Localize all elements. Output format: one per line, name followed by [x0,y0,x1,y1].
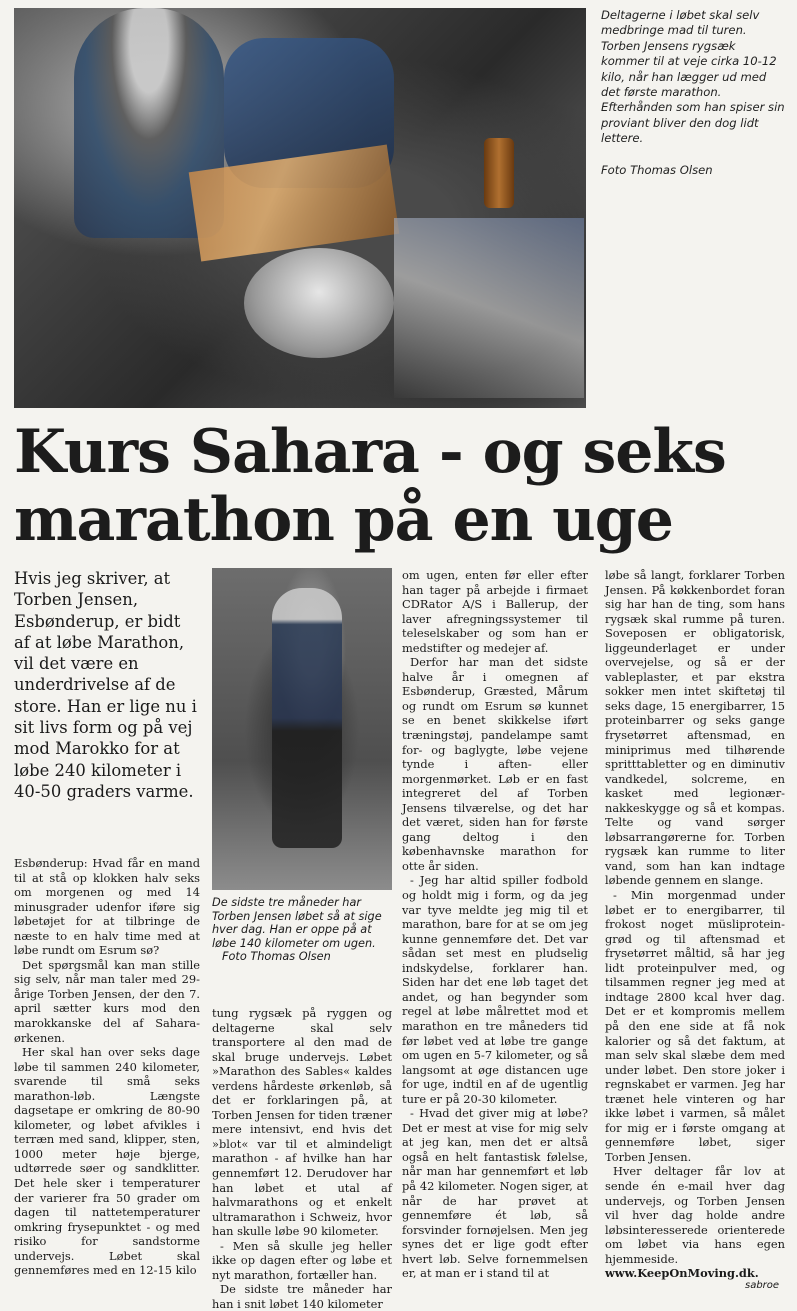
runner-silhouette [272,588,342,848]
bottle [484,138,514,208]
col4-paragraph: løbe så langt, forklarer Torben Jensen. På køkkenbordet foran sig har han de ting, som hans rygsæk skal rumme på turen. Soveposen er obligatorisk, liggeunderlaget er under overvejelse, og så er der vableplaster, et par ekstra sokker men intet skiftetøj til seks dage, 15 energibarrer, 15 proteinbarrer og seks gange frysetørret aftensmad, en miniprimus med tilhørende spritttabletter og en diminutiv vandkedel, solcreme, en kasket med legionær-nakkeskygge og så et kompas. Telte og vand sørger løbsarrangørerne for. Torben rygsæk kan rumme to liter vand, som han kan indtage løbende gennem en slange. [605,568,785,888]
photo2-caption [212,896,392,964]
running-photo [212,568,392,890]
col3-paragraph: Derfor har man det sidste halve år i omegnen af Esbønderup, Græsted, Mårum og rundt om Esrum sø kunnet se en benet skikkelse iført træningstøj, pandelampe samt for- og baglygte, løbe vejene tynde i aften- eller morgenmørket. Løb er en fast integreret del af Torben Jensens tilværelse, og det har det været, siden han for første gang deltog i den københavnske marathon for otte år siden. [402,655,588,873]
col1-paragraph: Det spørgsmål kan man stille sig selv, når man taler med 29-årige Torben Jensen, der den 7. april sætter kurs mod den marokkanske del af Sahara-ørkenen. [14,957,200,1045]
column-4 [605,568,785,1281]
table-items [394,218,584,398]
column-1 [14,856,200,1278]
photo2-credit: Foto Thomas Olsen [222,950,331,964]
photo-caption-text: Deltagerne i løbet skal selv medbringe mad til turen. Torben Jensens rygsæk kommer til at veje cirka 10-12 kilo, når han lægger ud med det første marathon. Efterhånden som han spiser sin proviant bliver den dog lidt lettere. [601,8,785,146]
website-link[interactable]: www.KeepOnMoving.dk. [605,1266,759,1281]
col3-paragraph: - Jeg har altid spiller fodbold og holdt mig i form, og da jeg var tyve meldte jeg mig til et marathon, bare for at se om jeg kunne gennemføre det. Det var sådan set mest en pludselig indskydelse, forklarer han. Siden har det ene løb taget det andet, og han begynder som regel at løbe målrettet mod et marathon en tre måneders tid før løbet ved at løbe tre gange om ugen en 5-7 kilometer, og så langsomt at øge distancen uge for uge, indtil en af de ugentlig ture er på 20-30 kilometer. [402,873,588,1106]
col3-paragraph: om ugen, enten før eller efter han tager på arbejde i firmaet CDRator A/S i Ballerup, der laver afregningssystemer til teleselskaber og som han er medstifter og medejer af. [402,568,588,655]
headline: Kurs Sahara - og seks marathon på en uge [14,417,726,555]
col4-paragraph: Hver deltager får lov at sende én e-mail hver dag undervejs, og Torben Jensen vil hver dag holde andre løbsinteresserede orienterede om løbet via hans egen hjemmeside. [605,1164,785,1266]
column-2 [212,1006,392,1311]
col2-paragraph: De sidste tre måneder har han i snit løbet 140 kilometer [212,1282,392,1311]
col2-paragraph: - Men så skulle jeg heller ikke op dagen efter og løbe et nyt marathon, fortæller han. [212,1238,392,1282]
column-3 [402,568,588,1281]
photo2-caption-text: De sidste tre måneder har Torben Jensen løbet så at sige hver dag. Han er oppe på at løbe 140 kilometer om ugen. [212,896,382,950]
col2-paragraph: tung rygsæk på ryggen og deltagerne skal selv transportere al den mad de skal bruge undervejs. Løbet »Marathon des Sables« kaldes verdens hårdeste ørkenløb, så det er forklaringen på, at Torben Jensen for tiden træner mere intensivt, end hvis det »blot« var til et almindeligt marathon - af hvilke han har gennemført 12. Derudover har han løbet et utal af halvmarathons og et enkelt ultramarathon i Schweiz, hvor han skulle løbe 90 kilometer. [212,1006,392,1239]
col3-paragraph: - Hvad det giver mig at løbe? Det er mest at vise for mig selv at jeg kan, men det er altså også en helt fantastisk følelse, når man har gennemført et løb på 42 kilometer. Nogen siger, at når de har prøvet at gennemføre ét løb, så forsvinder fornøjelsen. Men jeg synes det er lige godt efter hvert løb. Selve fornemmelsen er, at man er i stand til at [402,1106,588,1281]
photo-credit: Foto Thomas Olsen [601,162,713,177]
author-signature: sabroe [745,1280,780,1291]
main-photo [14,8,586,408]
col1-paragraph: Esbønderup: Hvad får en mand til at stå op klokken halv seks om morgenen og med 14 minusgrader udenfor iføre sig løbetøjet for at tilbringe de næste to en halv time med at løbe rundt om Esrum sø? [14,856,200,958]
col4-paragraph: - Min morgenmad under løbet er to energibarrer, til frokost noget müsliprotein-grød og til aftensmad et frysetørret måltid, så har jeg lidt proteinpulver med, og tilsammen regner jeg med at indtage 2800 kcal hver dag. Det er et kompromis mellem på den ene side at få nok kalorier og så det faktum, at man selv skal slæbe dem med under løbet. Den store joker i regnskabet er varmen. Jeg har trænet hele vinteren og har ikke løbet i varmen, så målet for mig er i første omgang at gennemføre løbet, siger Torben Jensen. [605,888,785,1164]
photo-caption [601,8,786,178]
lead-paragraph: Hvis jeg skriver, at Torben Jensen, Esbønderup, er bidt af at løbe Marathon, vil det være en underdrivelse af de store. Han er lige nu i sit livs form og på vej mod Marokko for at løbe 240 kilometer i 40-50 graders varme. [14,569,197,801]
col1-paragraph: Her skal han over seks dage løbe til sammen 240 kilometer, svarende til små seks marathon-løb. Længste dagsetape er omkring de 80-90 kilometer, og løbet afvikles i terræn med sand, klipper, sten, 1000 meter høje bjerge, udtørrede søer og sandklitter. Det hele sker i temperaturer der varierer fra 50 grader om dagen til nattetemperaturer omkring frysepunktet - og med risiko for sandstorme undervejs. Løbet skal gennemføres med en 12-15 kilo [14,1045,200,1278]
cooking-pot [244,248,394,358]
